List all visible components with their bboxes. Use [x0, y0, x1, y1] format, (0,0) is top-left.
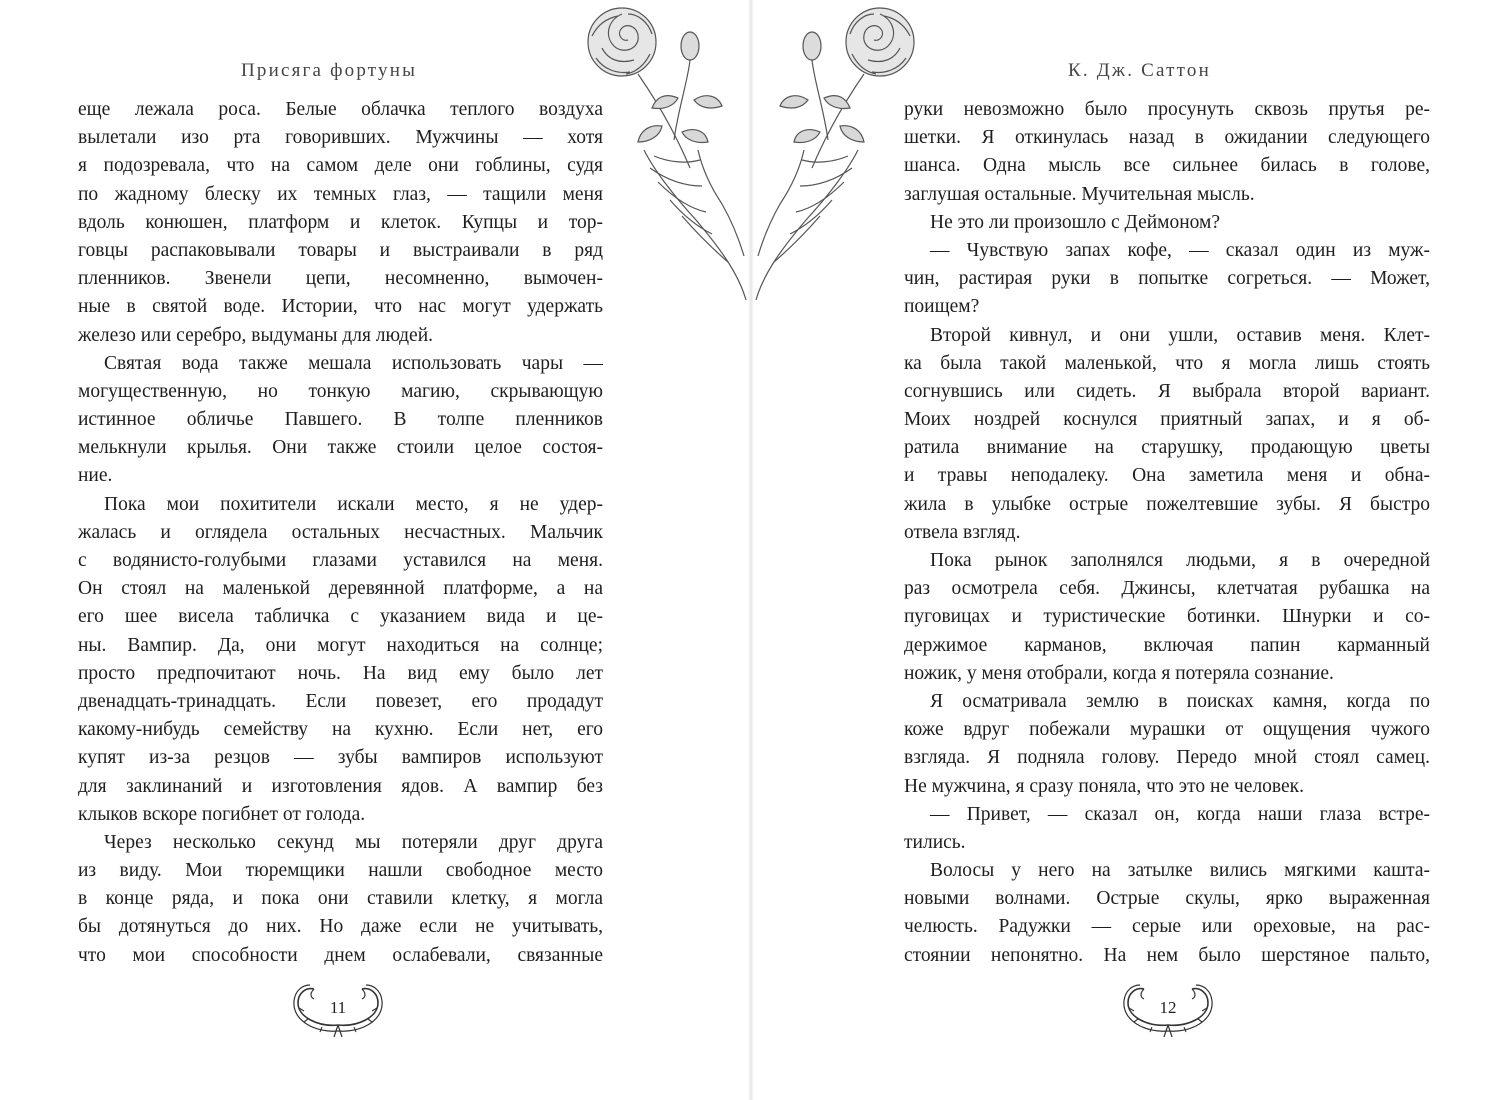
text-line: пуговицах и туристические ботинки. Шнурки и со- [904, 606, 1430, 628]
text-line: какому-нибудь семейству на кухню. Если нет, его [78, 719, 603, 741]
text-line: железо или серебро, выдуманы для людей. [78, 324, 433, 346]
text-line: по жадному блеску их темных глаз, — тащили меня [78, 183, 603, 205]
right-page-body [904, 96, 1430, 970]
text-line: — Чувствую запах кофе, — сказал один из муж- [930, 239, 1430, 261]
text-line: челюсть. Радужки — серые или ореховые, на рас- [904, 916, 1430, 938]
text-line: купят из-за резцов — зубы вампиров используют [78, 747, 603, 769]
text-line: в конце ряда, и пока они ставили клетку, я могла [78, 888, 603, 910]
text-line: вдоль конюшен, платформ и клеток. Купцы и тор- [78, 211, 603, 233]
text-line: его шее висела табличка с указанием вида и це- [78, 606, 603, 628]
text-line: ние. [78, 465, 113, 487]
page-number-ornament [1118, 981, 1218, 1041]
text-line: двенадцать-тринадцать. Если повезет, его продадут [78, 690, 603, 712]
text-line: и травы неподалеку. Она заметила меня и обна- [904, 465, 1430, 487]
text-line: бы дотянуться до них. Но даже если не учитывать, [78, 916, 603, 938]
text-line: шетки. Я откинулась назад в ожидании следующего [904, 127, 1430, 149]
running-head-author: К. Дж. Саттон [1068, 60, 1211, 81]
text-line: я подозревала, что на самом деле они гоблины, судя [78, 155, 603, 177]
text-line: взгляда. Я подняла голову. Передо мной стоял самец. [904, 747, 1430, 769]
text-line: Святая вода также мешала использовать чары — [104, 352, 603, 374]
text-line: ка была такой маленькой, что я могла лишь стоять [904, 352, 1430, 374]
left-page-body [78, 96, 603, 970]
text-line: поищем? [904, 296, 980, 318]
text-line: Он стоял на маленькой деревянной платформе, а на [78, 578, 603, 600]
rose-skeleton-hand-icon [754, 0, 924, 300]
text-line: просто предпочитают ночь. На вид ему было лет [78, 662, 603, 684]
text-line: с водянисто-голубыми глазами уставился на меня. [78, 550, 603, 571]
text-line: Не мужчина, я сразу поняла, что это не человек. [904, 775, 1305, 797]
text-line: раз осмотрела себя. Джинсы, клетчатая рубашка на [904, 578, 1430, 600]
text-line: отвела взгляд. [904, 521, 1021, 543]
text-line: мелькнули крылья. Они также стоили целое состоя- [78, 437, 603, 459]
text-line: руки невозможно было просунуть сквозь прутья ре- [904, 99, 1430, 120]
page-number-ornament [288, 981, 388, 1041]
text-line: ратила внимание на старушку, продающую цветы [904, 437, 1430, 459]
text-line: для заклинаний и изготовления ядов. А вампир без [78, 775, 603, 797]
text-line: — Привет, — сказал он, когда наши глаза встре- [930, 803, 1430, 825]
text-line: Через несколько секунд мы потеряли друг друга [104, 831, 603, 853]
text-line: тились. [904, 831, 966, 853]
text-line: Я осматривала землю в поисках камня, когда по [930, 690, 1430, 712]
text-line: Моих ноздрей коснулся приятный запах, и я об- [904, 409, 1430, 431]
text-line: стоянии непонятно. На нем было шерстяное пальто, [904, 944, 1430, 966]
text-line: истинное обличье Павшего. В толпе пленников [78, 409, 603, 431]
page-number: 11 [329, 998, 347, 1017]
page-number: 12 [1159, 998, 1177, 1017]
text-line: согнувшись или сидеть. Я выбрала второй вариант. [904, 380, 1430, 402]
rose-skeleton-hand-icon [578, 0, 748, 300]
text-line: заглушая остальные. Мучительная мысль. [904, 183, 1255, 205]
text-line: что мои способности днем ослабевали, связанные [78, 944, 603, 966]
text-line: ны. Вампир. Да, они могут находиться на солнце; [78, 634, 603, 656]
text-line: могущественную, но тонкую магию, скрывающую [78, 380, 603, 402]
text-line: шанса. Одна мысль все сильнее билась в голове, [904, 155, 1430, 177]
text-line: ные в святой воде. Истории, что нас могут удержать [78, 296, 603, 318]
text-line: Волосы у него на затылке вились мягкими кашта- [930, 860, 1430, 882]
text-line: Пока мои похитители искали место, я не удер- [104, 493, 603, 515]
text-line: еще лежала роса. Белые облачка теплого воздуха [78, 99, 603, 120]
text-line: жалась и оглядела остальных несчастных. Мальчик [78, 521, 603, 543]
text-line: Не это ли произошло с Деймоном? [930, 211, 1221, 233]
text-line: держимое карманов, включая папин карманный [904, 634, 1430, 656]
text-line: жила в улыбке острые пожелтевшие зубы. Я быстро [904, 493, 1430, 515]
running-head-book-title: Присяга фортуны [241, 60, 418, 81]
text-line: Пока рынок заполнялся людьми, я в очередной [930, 550, 1430, 571]
text-line: Второй кивнул, и они ушли, оставив меня. Клет- [930, 324, 1430, 346]
text-line: новыми волнами. Острые скулы, ярко выраженная [904, 888, 1430, 910]
text-line: пленников. Звенели цепи, несомненно, вымочен- [78, 268, 603, 290]
text-line: ножик, у меня отобрали, когда я потеряла сознание. [904, 662, 1334, 684]
text-line: из виду. Мои тюремщики нашли свободное место [78, 860, 603, 882]
text-line: коже вдруг побежали мурашки от ощущения чужого [904, 719, 1430, 741]
text-line: клыков вскоре погибнет от голода. [78, 803, 366, 825]
text-line: вылетали изо рта говоривших. Мужчины — хотя [78, 127, 603, 149]
text-line: чин, растирая руки в попытке согреться. — Может, [904, 268, 1430, 290]
text-line: говцы распаковывали товары и выстраивали в ряд [78, 239, 603, 261]
